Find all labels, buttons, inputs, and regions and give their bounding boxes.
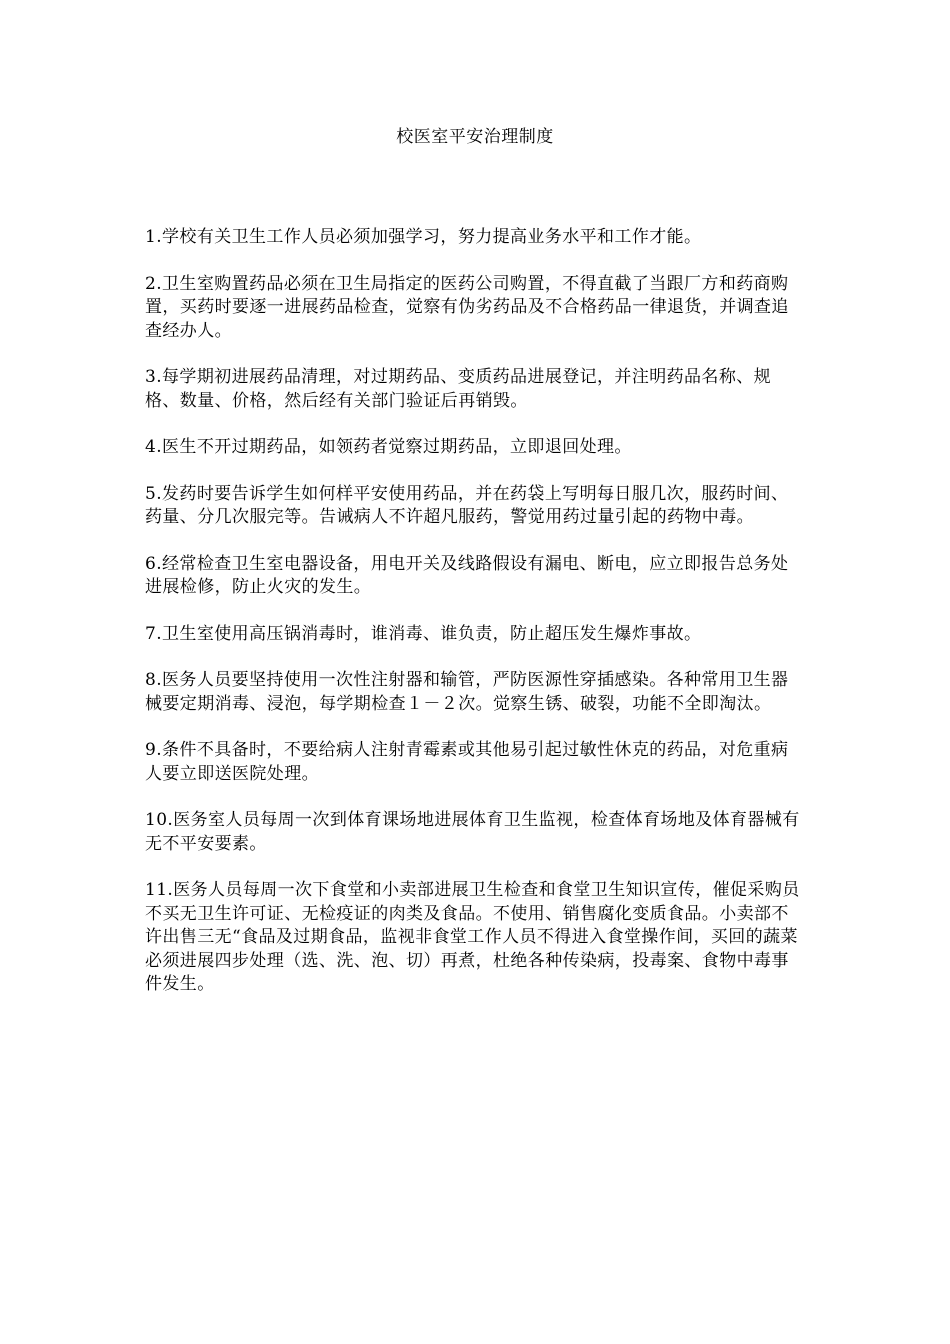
paragraph-5: 5.发药时要告诉学生如何样平安使用药品，并在药袋上写明每日服几次，服药时间、药量、分几次服完等。告诫病人不许超凡服药，警觉用药过量引起的药物中毒。 xyxy=(145,483,789,527)
paragraph-3: 3.每学期初进展药品清理，对过期药品、变质药品进展登记，并注明药品名称、规格、数量、价格，然后经有关部门验证后再销毁。 xyxy=(145,367,772,411)
paragraph-1: 1.学校有关卫生工作人员必须加强学习，努力提高业务水平和工作才能。 xyxy=(145,227,702,247)
paragraph-10: 10.医务室人员每周一次到体育课场地进展体育卫生监视，检查体育场地及体育器械有无不平安要素。 xyxy=(145,810,800,854)
paragraph-7: 7.卫生室使用高压锅消毒时，谁消毒、谁负责，防止超压发生爆炸事故。 xyxy=(145,623,702,644)
paragraph-11: 11.医务人员每周一次下食堂和小卖部进展卫生检查和食堂卫生知识宣传，催促采购员不买无卫生许可证、无检疫证的肉类及食品。不使用、销售腐化变质食品。小卖部不许出售三无“食品及过期食品，监视非食堂工作人员不得进入食堂操作间，买回的蔬菜必须进展四步处理（选、洗、泡、切）再煮，杜绝各种传染病，投毒案、食物中毒事件发生。 xyxy=(145,880,800,994)
paragraph-2: 2.卫生室购置药品必须在卫生局指定的医药公司购置，不得直截了当跟厂方和药商购置，买药时要逐一进展药品检查，觉察有伪劣药品及不合格药品一律退货，并调查追查经办人。 xyxy=(145,273,789,341)
document-body xyxy=(145,226,805,1020)
document-title: 校医室平安治理制度 xyxy=(396,127,554,147)
paragraph-8: 8.医务人员要坚持使用一次性注射器和输管，严防医源性穿插感染。各种常用卫生器械要定期消毒、浸泡，每学期检查１－２次。觉察生锈、破裂，功能不全即淘汰。 xyxy=(145,670,789,714)
paragraph-6: 6.经常检查卫生室电器设备，用电开关及线路假设有漏电、断电，应立即报告总务处进展检修，防止火灾的发生。 xyxy=(145,553,789,597)
paragraph-9: 9.条件不具备时，不要给病人注射青霉素或其他易引起过敏性休克的药品，对危重病人要立即送医院处理。 xyxy=(145,740,789,784)
paragraph-4: 4.医生不开过期药品，如领药者觉察过期药品，立即退回处理。 xyxy=(145,437,632,457)
